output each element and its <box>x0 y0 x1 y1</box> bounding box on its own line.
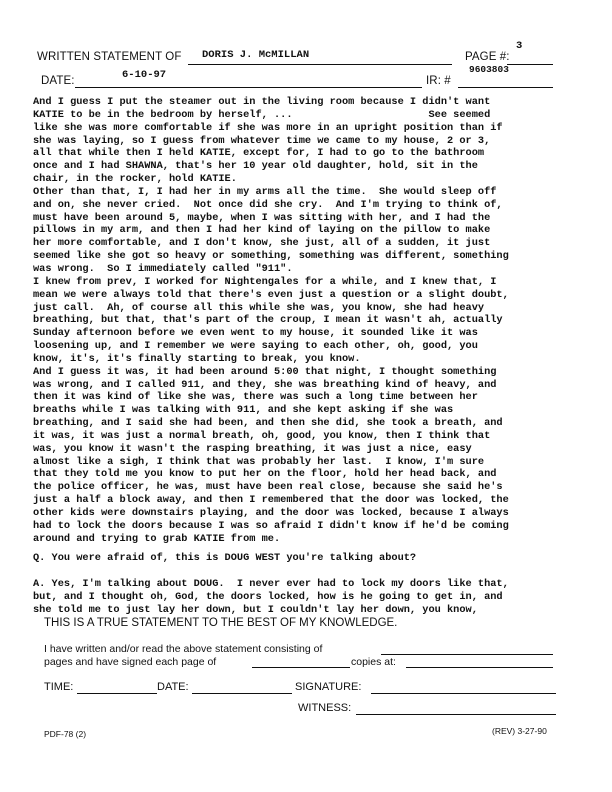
ir-line <box>458 87 553 88</box>
pages-count-line <box>381 654 553 655</box>
statement-line: she was laying, so I guess from whatever time we came to my house, 2 or 3, <box>33 134 491 147</box>
statement-line: And I guess it was, it had been around 5:00 that night, I thought something <box>33 365 497 378</box>
statement-line: loosening up, and I remember we were saying to each other, oh, good, you <box>33 340 478 353</box>
answer-line: but, and I thought oh, God, the doors locked, how is he going to get in, and <box>33 590 503 603</box>
question-line: Q. You were afraid of, this is DOUG WEST you're talking about? <box>33 552 417 564</box>
statement-name: DORIS J. McMILLAN <box>202 49 310 61</box>
statement-of-label: WRITTEN STATEMENT OF <box>37 51 182 63</box>
statement-line: almost like a sigh, I think that was probably her last. I know, I'm sure <box>33 455 485 468</box>
witness-line <box>356 714 556 715</box>
read-statement-text: I have written and/or read the above statement consisting of <box>44 643 323 655</box>
form-id: PDF-78 (2) <box>44 729 87 739</box>
statement-line: chair, in the rocker, hold KATIE. <box>33 173 237 186</box>
answer-line: she told me to just lay her down, but I couldn't lay her down, you know, <box>33 603 478 616</box>
statement-line: KATIE to be in the bedroom by herself, ... See seemed <box>33 108 491 121</box>
footer-date-label: DATE: <box>157 681 189 693</box>
statement-line: other kids were downstairs playing, and the door was locked, because I always <box>33 507 509 519</box>
statement-line: just call. Ah, of course all this while she was, you know, she had heavy <box>33 301 485 314</box>
date-line <box>75 87 422 88</box>
statement-line: was, you know it wasn't the rasping breathing, it was just a nice, easy <box>33 442 472 455</box>
answer-line: A. Yes, I'm talking about DOUG. I never ever had to lock my doors like that, <box>33 578 509 590</box>
statement-line: pillows in my arm, and then I had her kind of laying on the pillow to make <box>33 224 491 237</box>
statement-line: mean we were always told that there's even just a question or a slight doubt, <box>33 288 509 301</box>
statement-line: all that while then I held KATIE, except for, I had to go to the bathroom <box>33 147 485 160</box>
statement-line: must have been around 5, maybe, when I was sitting with her, and I had the <box>33 211 491 224</box>
ir-value: 9603803 <box>469 64 509 75</box>
statement-line: seemed like she got so heavy or something, something was different, something <box>33 250 509 263</box>
statement-line: had to lock the doors because I was so afraid I didn't know if he'd be coming <box>33 519 509 532</box>
time-label: TIME: <box>44 681 74 693</box>
statement-line: know, it's, it's finally starting to break, you know. <box>33 352 361 365</box>
signature-line <box>371 693 556 694</box>
time-line <box>77 693 157 694</box>
statement-line: Other than that, I, I had her in my arms all the time. She would sleep off <box>33 185 497 198</box>
statement-line: the police officer, he was, must have been real close, because she said he's <box>33 481 503 494</box>
copies-count-line <box>252 667 350 668</box>
statement-name-line <box>188 64 452 65</box>
answer-block <box>33 578 593 617</box>
statement-line: breathing, and I said she had been, and then she did, she took a breath, and <box>33 417 503 430</box>
statement-line: around and trying to grab KATIE from me. <box>33 532 281 545</box>
date-value: 6-10-97 <box>122 69 167 81</box>
copies-location-line <box>406 667 553 668</box>
statement-line: breaths while I was talking with 911, and she kept asking if she was <box>33 404 454 417</box>
footer-date-line <box>192 693 292 694</box>
signed-pages-text: pages and have signed each page of <box>44 656 217 668</box>
signature-label: SIGNATURE: <box>295 681 362 693</box>
form-revision: (REV) 3-27-90 <box>492 726 547 736</box>
page-label: PAGE #: <box>465 51 510 63</box>
statement-line: once and I had SHAWNA, that's her 10 year old daughter, hold, sit in the <box>33 160 478 173</box>
statement-line: breathing, but that, that's part of the croup, I mean it wasn't ah, actually <box>33 314 503 327</box>
page-number: 3 <box>516 40 523 52</box>
statement-line: I knew from prev, I worked for Nightengales for a while, and I knew that, I <box>33 275 497 288</box>
statement-line: that they told me you know to put her on the floor, hold her head back, and <box>33 468 497 481</box>
statement-body <box>33 96 585 546</box>
statement-line: was wrong. So I immediately called "911". <box>33 262 293 275</box>
statement-line: it was, it was just a normal breath, oh, good, you know, then I think that <box>33 429 491 442</box>
statement-line: was wrong, and I called 911, and they, she was breathing kind of heavy, and <box>33 378 497 391</box>
truth-statement: THIS IS A TRUE STATEMENT TO THE BEST OF MY KNOWLEDGE. <box>44 617 398 629</box>
statement-line: and on, she never cried. Not once did she cry. And I'm trying to think of, <box>33 198 503 211</box>
witness-label: WITNESS: <box>298 702 352 714</box>
ir-label: IR: # <box>426 75 451 87</box>
statement-line: Sunday afternoon before we even went to my house, it sounded like it was <box>33 327 478 340</box>
statement-line: her more comfortable, and I don't know, she just, all of a sudden, it just <box>33 237 491 250</box>
statement-line: like she was more comfortable if she was more in an upright position than if <box>33 121 503 134</box>
statement-line: then it was kind of like she was, there was such a long time between her <box>33 391 478 404</box>
copies-at-text: copies at: <box>351 656 396 668</box>
date-label: DATE: <box>41 75 75 87</box>
page-number-line <box>507 64 553 65</box>
statement-line: And I guess I put the steamer out in the living room because I didn't want <box>33 96 491 108</box>
statement-line: just a half a block away, and then I remembered that the door was locked, the <box>33 494 509 507</box>
